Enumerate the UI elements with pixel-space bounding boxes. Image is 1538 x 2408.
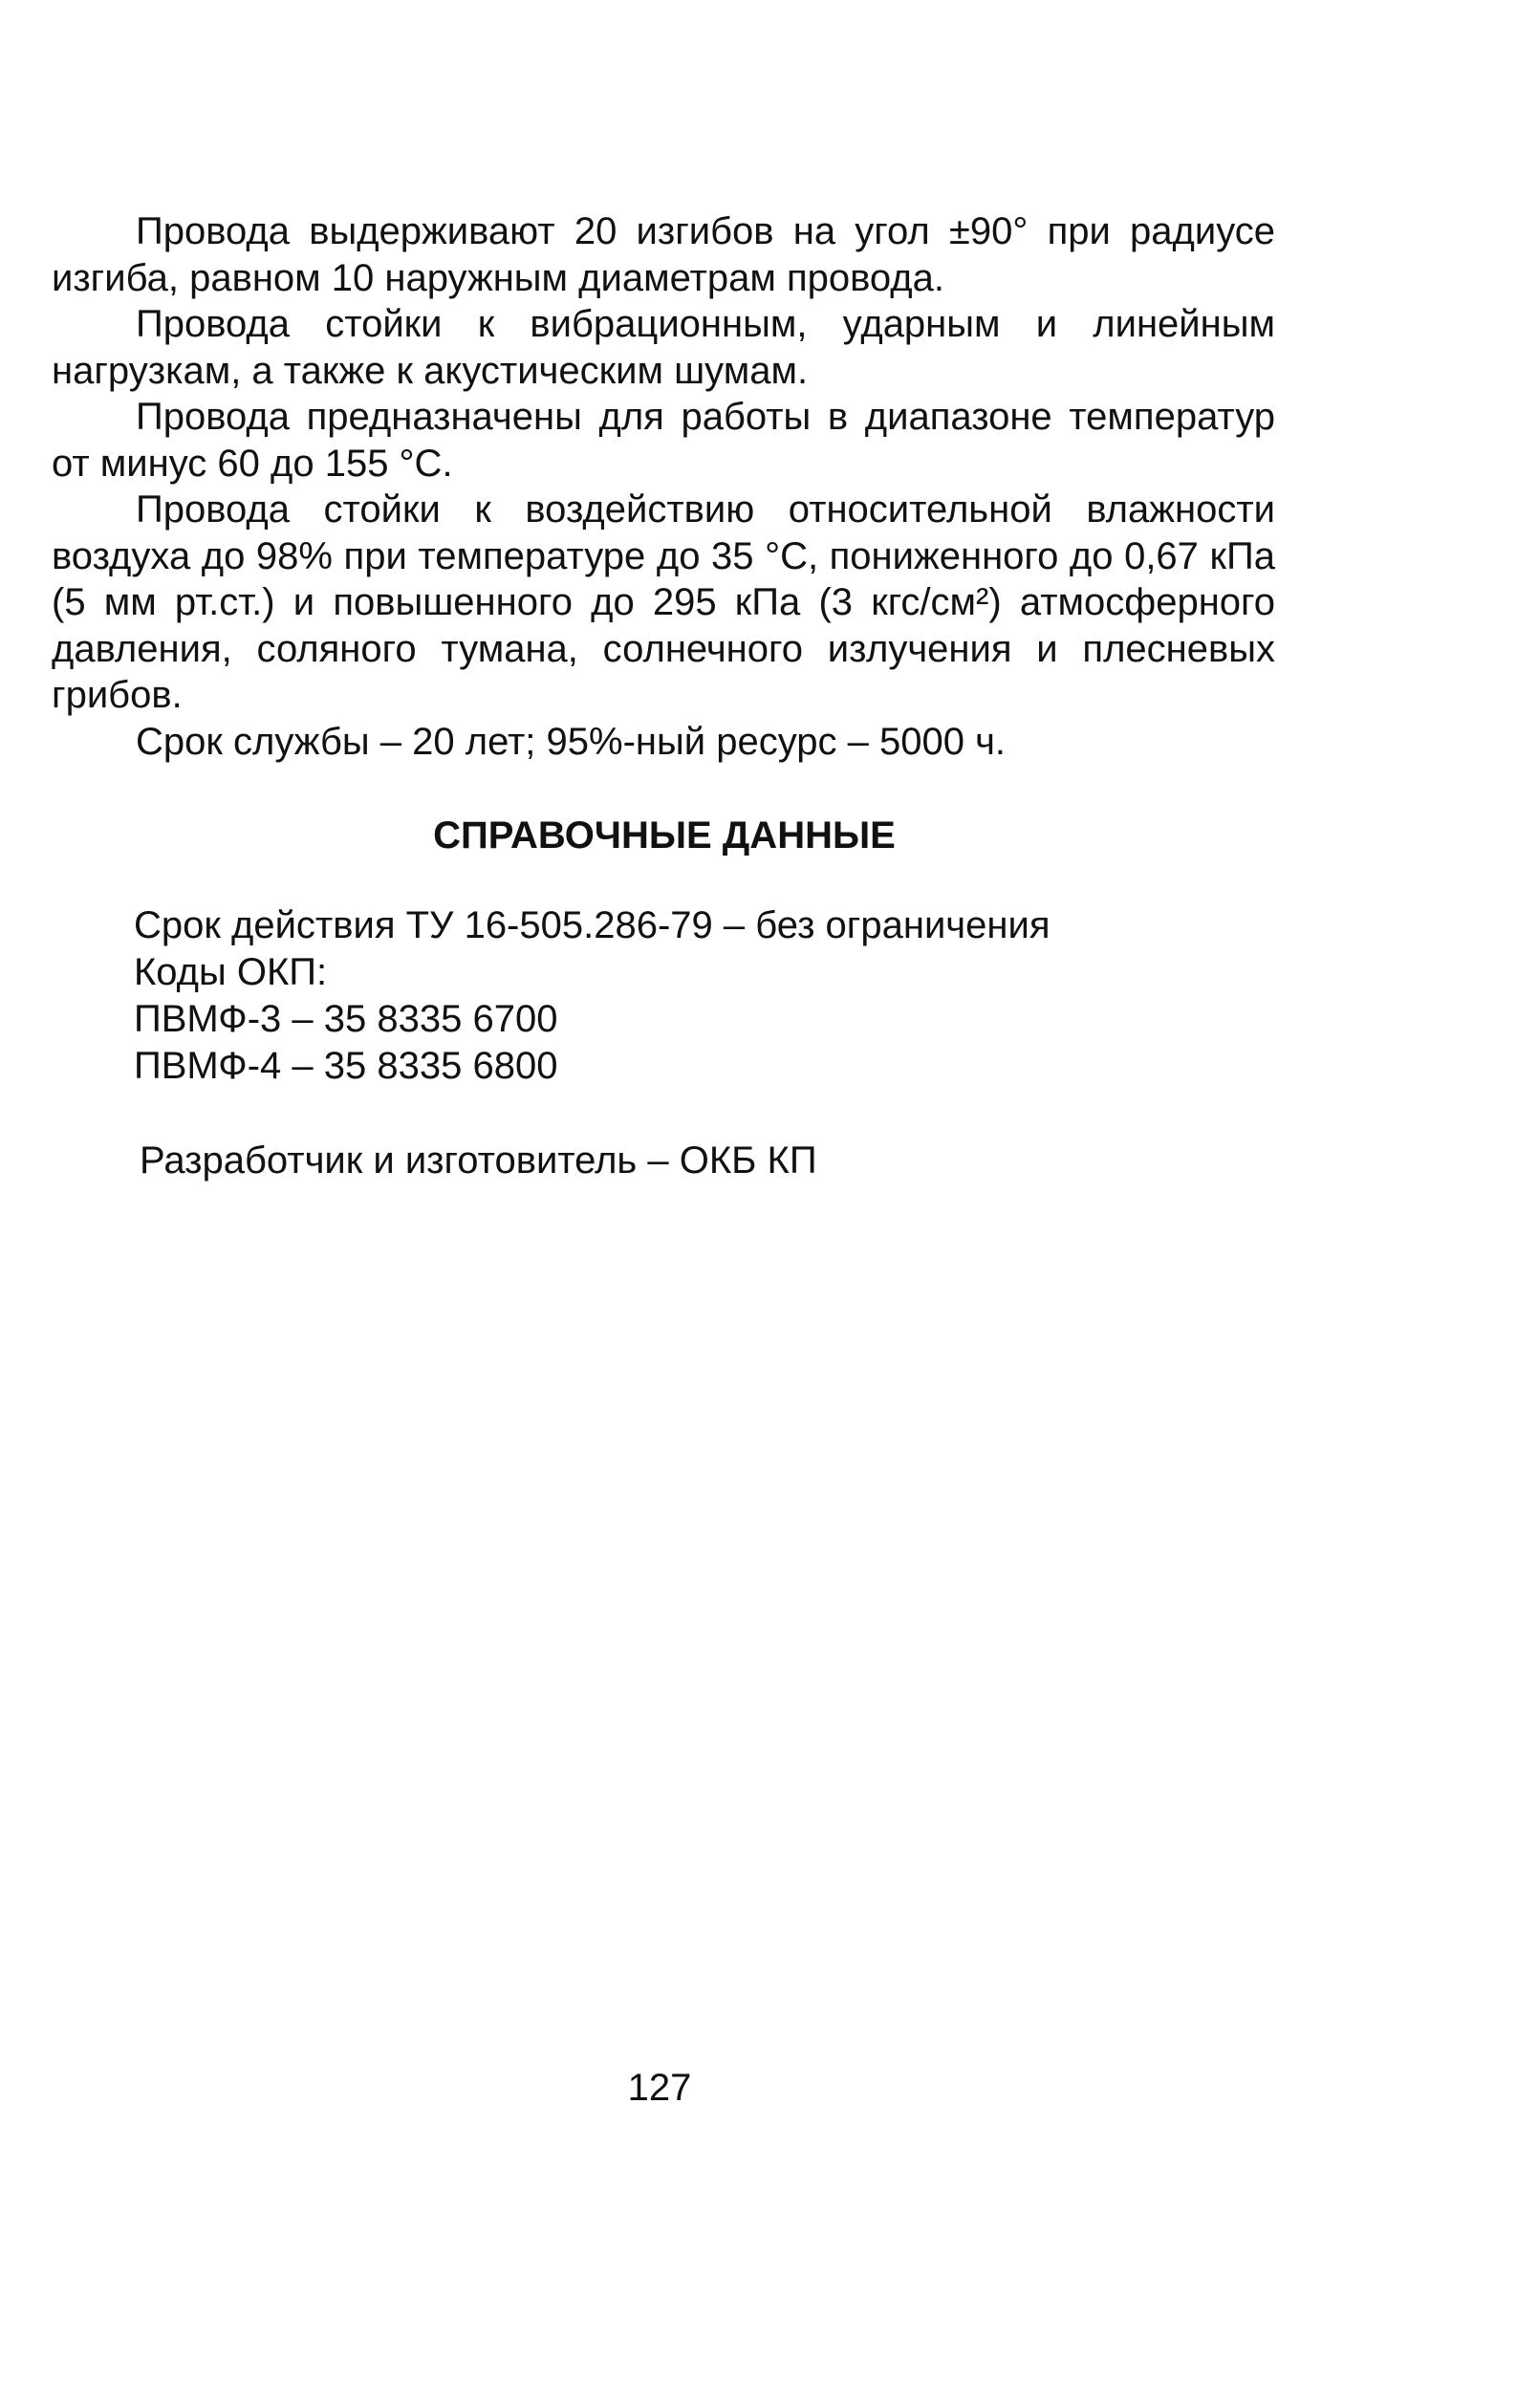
- okp-code-pvmf-4: ПВМФ-4 – 35 8335 6800: [134, 1045, 558, 1087]
- developer-line: Разработчик и изготовитель – ОКБ КП: [140, 1139, 817, 1182]
- paragraph-vibration-resistance: Провода стойки к вибрационным, ударным и линейным нагрузкам, а также к акустическим шумам.: [52, 303, 1275, 392]
- page-number: 127: [627, 2067, 692, 2109]
- paragraph-temperature-range: Провода предназначены для работы в диапазоне температур от минус 60 до 155 °C.: [52, 396, 1275, 485]
- paragraph-environmental-resistance: Провода стойки к воздействию относительной влажности воздуха до 98% при температуре до 35 °C, пониженного до 0,67 кПа (5 мм рт.ст.) и повышенного до 295 кПа (3 кгс/см²) атмосферного давления, соляного тумана, солнечного излучения и плесневых грибов.: [52, 488, 1275, 716]
- specification-validity: Срок действия ТУ 16-505.286-79 – без ограничения: [134, 904, 1051, 946]
- okp-codes-label: Коды ОКП:: [134, 951, 328, 993]
- paragraph-bend-test: Провода выдерживают 20 изгибов на угол ±90° при радиусе изгиба, равном 10 наружным диаметрам провода.: [52, 210, 1275, 299]
- body-text: [52, 208, 1275, 765]
- section-heading: СПРАВОЧНЫЕ ДАННЫЕ: [433, 814, 896, 857]
- paragraph-service-life: Срок службы – 20 лет; 95%-ный ресурс – 5000 ч.: [136, 720, 1007, 763]
- reference-data-block: [134, 902, 1050, 1090]
- okp-code-pvmf-3: ПВМФ-3 – 35 8335 6700: [134, 998, 558, 1040]
